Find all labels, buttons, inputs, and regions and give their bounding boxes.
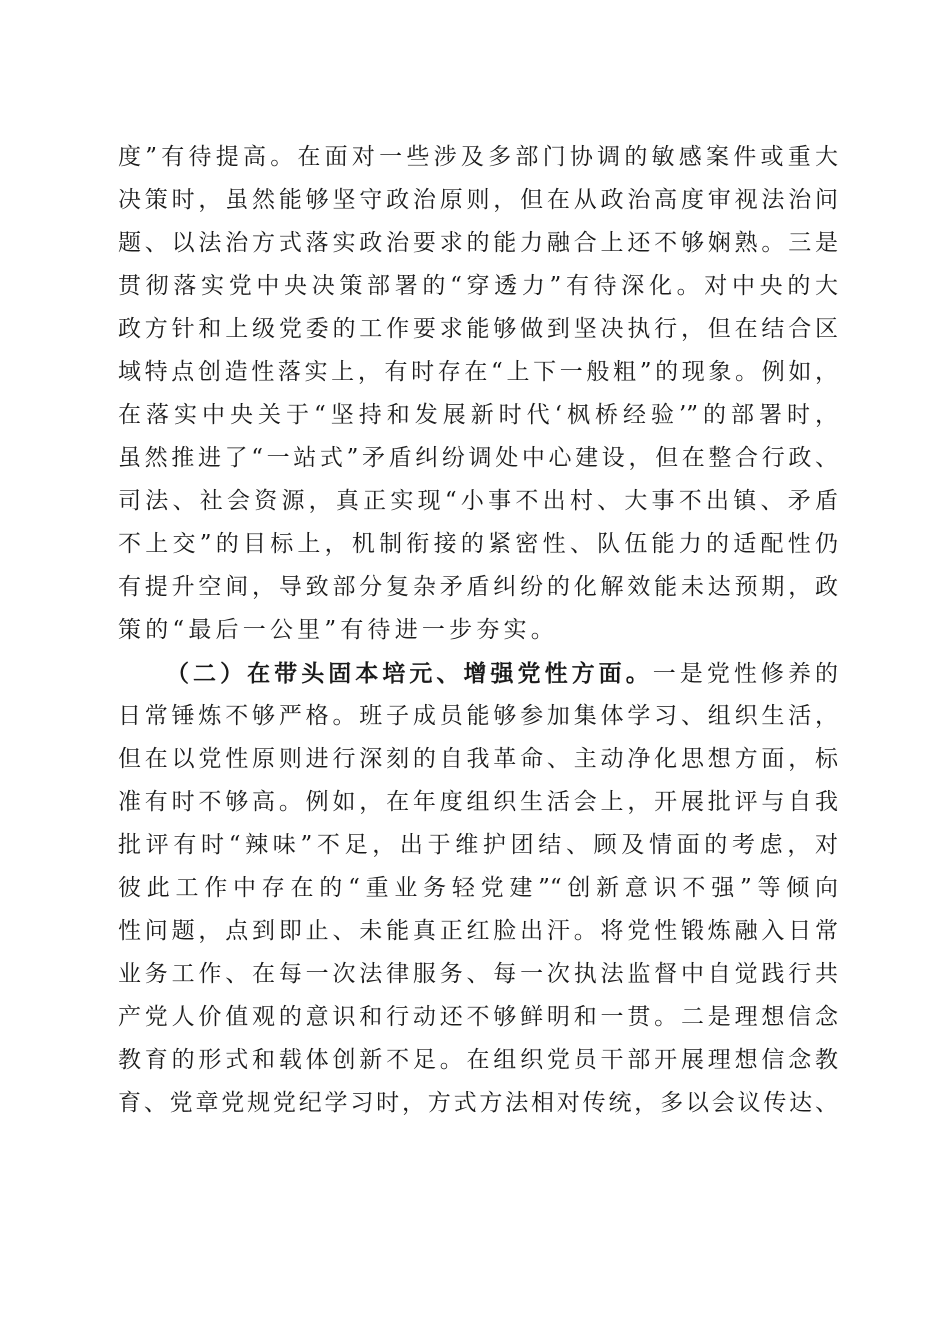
- paragraph-line: 司法、社会资源，真正实现“小事不出村、大事不出镇、矛盾: [118, 488, 838, 514]
- paragraph-line: 度”有待提高。在面对一些涉及多部门协调的敏感案件或重大: [118, 144, 838, 170]
- paragraph-line: 政方针和上级党委的工作要求能够做到坚决执行，但在结合区: [118, 316, 838, 342]
- body-text: [118, 136, 838, 1125]
- section-first-line-tail: 一是党性修养的: [652, 661, 839, 687]
- paragraph-line: 贯彻落实党中央决策部署的“穿透力”有待深化。对中央的大: [118, 273, 838, 299]
- section-heading-line: [118, 652, 838, 695]
- paragraph-line: 准有时不够高。例如，在年度组织生活会上，开展批评与自我: [118, 789, 838, 815]
- paragraph-line: 教育的形式和载体创新不足。在组织党员干部开展理想信念教: [118, 1047, 838, 1073]
- paragraph-line: 策的“最后一公里”有待进一步夯实。: [118, 617, 558, 643]
- paragraph-line: 彼此工作中存在的“重业务轻党建”“创新意识不强”等倾向: [118, 875, 838, 901]
- paragraph-line: 性问题，点到即止、未能真正红脸出汗。将党性锻炼融入日常: [118, 918, 838, 944]
- paragraph-line: 日常锤炼不够严格。班子成员能够参加集体学习、组织生活，: [118, 703, 838, 729]
- paragraph-line: 但在以党性原则进行深刻的自我革命、主动净化思想方面，标: [118, 746, 838, 772]
- paragraph-line: 有提升空间，导致部分复杂矛盾纠纷的化解效能未达预期，政: [118, 574, 838, 600]
- section-heading: （二）在带头固本培元、增强党性方面。: [166, 660, 653, 687]
- paragraph-line: 产党人价值观的意识和行动还不够鲜明和一贯。二是理想信念: [118, 1004, 838, 1030]
- paragraph-line: 虽然推进了“一站式”矛盾纠纷调处中心建设，但在整合行政、: [118, 445, 838, 471]
- paragraph-line: 题、以法治方式落实政治要求的能力融合上还不够娴熟。三是: [118, 230, 838, 256]
- paragraph-line: 决策时，虽然能够坚守政治原则，但在从政治高度审视法治问: [118, 187, 838, 213]
- paragraph-line: 批评有时“辣味”不足，出于维护团结、顾及情面的考虑，对: [118, 832, 838, 858]
- paragraph-line: 业务工作、在每一次法律服务、每一次执法监督中自觉践行共: [118, 961, 838, 987]
- paragraph-line: 域特点创造性落实上，有时存在“上下一般粗”的现象。例如，: [118, 359, 838, 385]
- paragraph-line: 不上交”的目标上，机制衔接的紧密性、队伍能力的适配性仍: [118, 531, 838, 557]
- paragraph-line: 在落实中央关于“坚持和发展新时代‘枫桥经验’”的部署时，: [118, 402, 838, 428]
- paragraph-line: 育、党章党规党纪学习时，方式方法相对传统，多以会议传达、: [118, 1090, 838, 1116]
